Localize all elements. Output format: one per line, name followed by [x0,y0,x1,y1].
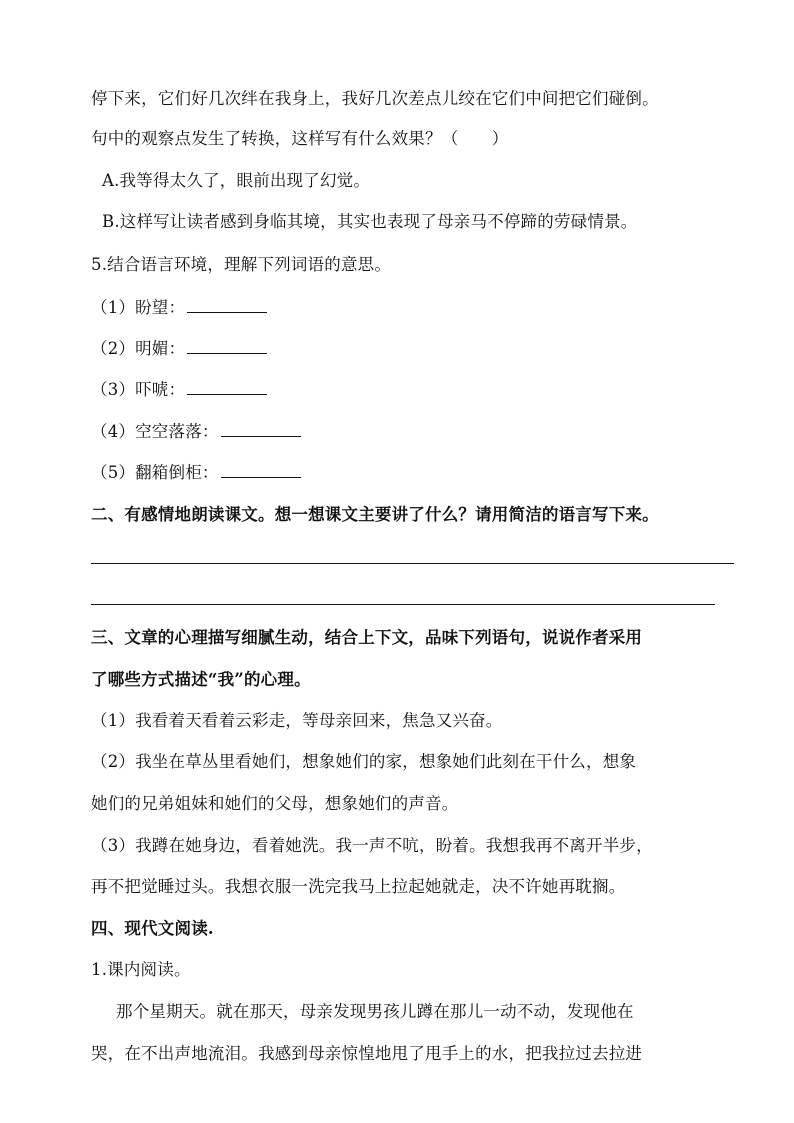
question-5-prompt: 5.结合语言环境，理解下列词语的意思。 [91,255,392,274]
answer-line-1[interactable] [91,563,734,564]
answer-line-2[interactable] [91,604,715,605]
answer-blank[interactable] [187,337,267,354]
text-line-1: 停下来，它们好几次绊在我身上，我好几次差点儿绞在它们中间把它们碰倒。 [91,89,659,108]
vocab-item-1 [91,296,267,319]
answer-blank[interactable] [221,420,301,437]
answer-blank[interactable] [187,296,267,313]
option-b: B.这样写让读者感到身临其境，其实也表现了母亲马不停蹄的劳碌情景。 [102,212,638,231]
passage-line-2: 哭，在不出声地流泪。我感到母亲惊惶地甩了甩手上的水，把我拉过去拉进 [91,1044,643,1063]
section-3-heading-line-2: 了哪些方式描述“我”的心理。 [91,670,311,689]
answer-blank[interactable] [221,461,301,478]
reading-label: 1.课内阅读。 [91,960,191,979]
passage-line-1: 那个星期天。就在那天，母亲发现男孩儿蹲在那儿一动不动，发现他在 [116,1002,634,1021]
sentence-3-line-1: （3）我蹲在她身边，看着她洗。我一声不吭，盼着。我想我再不离开半步， [91,836,653,855]
vocab-item-4 [91,420,301,443]
section-2-heading: 二、有感情地朗读课文。想一想课文主要讲了什么？请用简洁的语言写下来。 [91,505,659,524]
sentence-2-line-2: 她们的兄弟姐妹和她们的父母，想象她们的声音。 [91,794,459,813]
vocab-item-5 [91,461,301,484]
vocab-label: （5）翻箱倒柜： [91,463,219,482]
vocab-label: （1）盼望： [91,298,186,317]
section-3-heading-line-1: 三、文章的心理描写细腻生动，结合上下文，品味下列语句，说说作者采用 [91,628,643,647]
vocab-item-2 [91,337,267,360]
question-4-prompt: 句中的观察点发生了转换，这样写有什么效果？（ ） [91,129,509,148]
vocab-label: （3）吓唬： [91,380,186,399]
sentence-1: （1）我看着天看着云彩走，等母亲回来，焦急又兴奋。 [91,711,503,730]
vocab-item-3 [91,378,267,401]
section-4-heading: 四、现代文阅读. [91,919,214,938]
answer-blank[interactable] [187,378,267,395]
vocab-label: （4）空空落落： [91,422,219,441]
option-a: A.我等得太久了，眼前出现了幻觉。 [102,171,371,190]
sentence-2-line-1: （2）我坐在草丛里看她们，想象她们的家，想象她们此刻在干什么，想象 [91,752,637,771]
sentence-3-line-2: 再不把觉睡过头。我想衣服一洗完我马上拉起她就走，决不许她再耽搁。 [91,877,626,896]
vocab-label: （2）明媚： [91,339,186,358]
